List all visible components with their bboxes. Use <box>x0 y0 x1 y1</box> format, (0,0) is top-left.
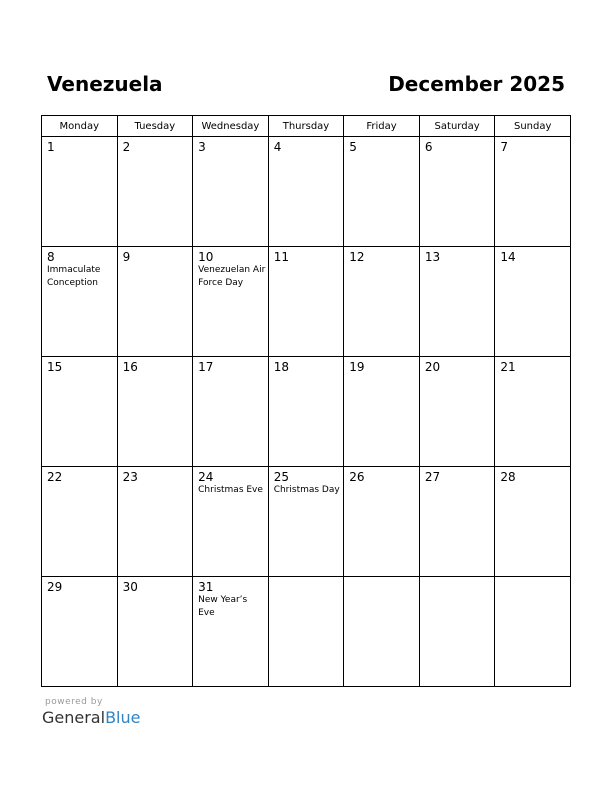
holiday-label: Christmas Eve <box>198 485 263 495</box>
holiday-label: Christmas Day <box>273 485 340 495</box>
day-number: 20 <box>424 360 441 374</box>
week-row <box>42 467 571 577</box>
day-number: 16 <box>122 360 138 374</box>
day-cell <box>193 467 269 577</box>
day-cell <box>268 137 344 247</box>
day-number: 29 <box>47 580 63 594</box>
week-row <box>42 357 571 467</box>
day-cell <box>344 137 420 247</box>
day-number: 10 <box>198 250 214 264</box>
day-number: 11 <box>273 250 289 264</box>
day-cell <box>193 357 269 467</box>
brand-logo[interactable] <box>42 708 140 728</box>
day-number: 14 <box>500 250 516 264</box>
day-number: 13 <box>424 250 441 264</box>
day-cell <box>419 577 495 687</box>
day-cell <box>117 137 193 247</box>
holiday-label: Venezuelan Air Force Day <box>198 265 266 288</box>
day-cell <box>419 247 495 357</box>
day-number: 15 <box>47 360 63 374</box>
holiday-label: Immaculate Conception <box>47 265 101 288</box>
day-cell <box>193 137 269 247</box>
day-number: 22 <box>47 470 63 484</box>
day-cell <box>419 357 495 467</box>
day-cell <box>193 247 269 357</box>
brand-logo-general: General <box>42 708 106 727</box>
brand-logo-blue: Blue <box>105 708 141 727</box>
day-number: 4 <box>273 140 282 154</box>
day-cell <box>344 467 420 577</box>
day-number: 18 <box>273 360 289 374</box>
powered-by-text: powered by <box>45 697 103 707</box>
weekday-header-tuesday: Tuesday <box>117 116 193 137</box>
day-number <box>269 577 344 580</box>
day-cell <box>117 357 193 467</box>
footer <box>42 696 140 728</box>
day-number: 30 <box>122 580 138 594</box>
day-cell <box>495 357 571 467</box>
day-number: 8 <box>47 250 55 264</box>
day-number: 7 <box>500 140 509 154</box>
day-cell <box>419 467 495 577</box>
week-row <box>42 577 571 687</box>
day-cell <box>495 137 571 247</box>
day-cell <box>117 577 193 687</box>
day-number <box>495 577 570 580</box>
day-number: 12 <box>349 250 365 264</box>
day-number: 2 <box>122 140 131 154</box>
day-number: 26 <box>349 470 365 484</box>
holiday-label: New Year’s Eve <box>198 595 248 618</box>
day-cell <box>268 577 344 687</box>
day-cell <box>42 137 118 247</box>
weekday-header-sunday: Sunday <box>495 116 571 137</box>
country-title: Venezuela <box>47 72 163 96</box>
day-number: 28 <box>500 470 516 484</box>
day-cell <box>495 467 571 577</box>
day-cell <box>117 467 193 577</box>
day-cell <box>344 357 420 467</box>
week-row <box>42 137 571 247</box>
week-row <box>42 247 571 357</box>
day-number: 21 <box>500 360 516 374</box>
day-number: 9 <box>122 250 131 264</box>
weekday-header-saturday: Saturday <box>419 116 495 137</box>
day-number: 24 <box>198 470 214 484</box>
day-cell <box>344 247 420 357</box>
day-number: 17 <box>198 360 214 374</box>
day-cell <box>344 577 420 687</box>
day-number: 1 <box>47 140 55 154</box>
day-cell <box>42 247 118 357</box>
day-cell <box>42 467 118 577</box>
day-number: 19 <box>349 360 365 374</box>
day-number <box>344 577 419 580</box>
day-cell <box>42 577 118 687</box>
weekday-header-row <box>42 116 571 137</box>
day-cell <box>193 577 269 687</box>
day-number: 3 <box>198 140 206 154</box>
day-number: 6 <box>424 140 433 154</box>
day-cell <box>495 577 571 687</box>
day-cell <box>268 467 344 577</box>
weekday-header-thursday: Thursday <box>268 116 344 137</box>
day-cell <box>268 247 344 357</box>
day-cell <box>117 247 193 357</box>
weekday-header-monday: Monday <box>42 116 118 137</box>
weekday-header-friday: Friday <box>344 116 420 137</box>
day-number: 23 <box>122 470 138 484</box>
weekday-header-wednesday: Wednesday <box>193 116 269 137</box>
day-number <box>420 577 495 580</box>
day-number: 31 <box>198 580 214 594</box>
calendar-grid <box>41 115 571 687</box>
day-cell <box>419 137 495 247</box>
day-number: 5 <box>349 140 357 154</box>
day-cell <box>495 247 571 357</box>
month-title: December 2025 <box>388 72 565 96</box>
day-number: 25 <box>273 470 289 484</box>
day-number: 27 <box>424 470 441 484</box>
day-cell <box>42 357 118 467</box>
day-cell <box>268 357 344 467</box>
